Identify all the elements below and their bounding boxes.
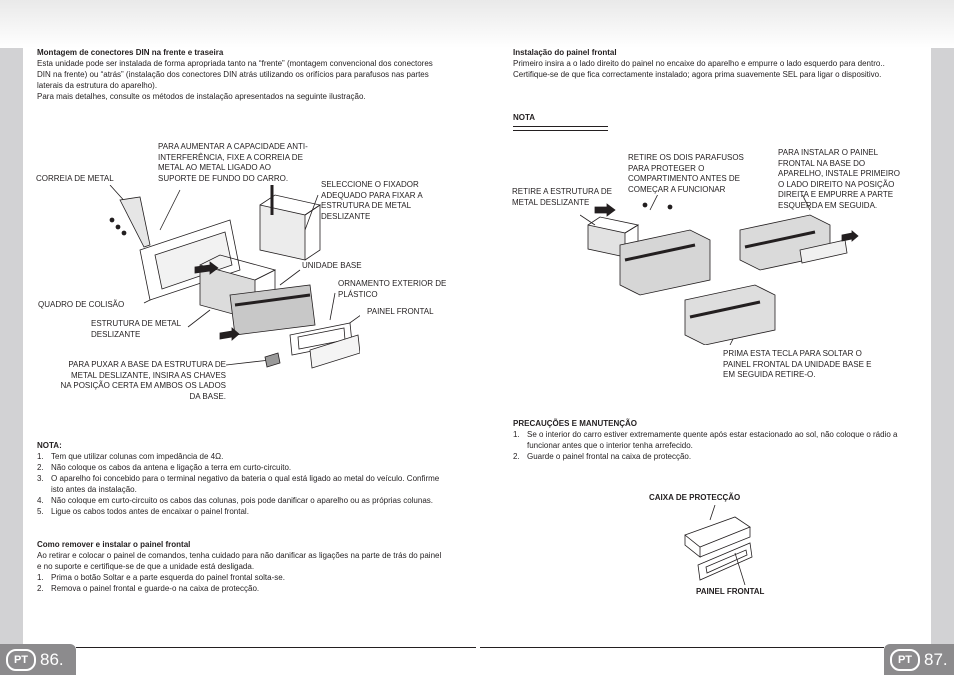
- list-item: 1. Tem que utilizar colunas com impedância de 4Ω.: [37, 452, 224, 461]
- installation-diagram: [100, 185, 360, 405]
- install-body: Primeiro insira a o lado direito do painel no encaixe do aparelho e empurre o lado esquerdo para dentro.. Certifique-se de que fica correctamente instalado; agora prima suavemente SEL para ligar o dispositivo.: [513, 59, 885, 79]
- mounting-body-2: Para mais detalhes, consulte os métodos de instalação apresentados na seguinte ilustração.: [37, 92, 366, 101]
- list-item: 1. Prima o botão Soltar e a parte esquerda do painel frontal solta-se.: [37, 573, 285, 582]
- right-margin-band: [931, 48, 954, 675]
- label-remove-frame: RETIRE A ESTRUTURA DE METAL DESLIZANTE: [512, 187, 613, 207]
- nota-underline: [513, 126, 608, 131]
- install-section: [513, 47, 923, 80]
- note-list: [37, 451, 443, 517]
- label-metal-strap: CORREIA DE METAL: [36, 174, 114, 183]
- label-front-panel-right: PAINEL FRONTAL: [696, 587, 765, 596]
- label-install-panel: PARA INSTALAR O PAINEL FRONTAL NA BASE DO APARELHO, INSTALE PRIMEIRO O LADO DIREITO NA POSIÇÃO DIREITA E EMPURRE A PARTE ESQUERDA EM SEGUIDA.: [778, 148, 900, 210]
- label-sliding-frame: ESTRUTURA DE METAL DESLIZANTE: [91, 319, 181, 339]
- remove-title: Como remover e instalar o painel frontal: [37, 540, 191, 549]
- list-item: 5. Ligue os cabos todos antes de encaixar o painel frontal.: [37, 507, 249, 516]
- care-section: [513, 429, 923, 462]
- label-release-key: PRIMA ESTA TECLA PARA SOLTAR O PAINEL FRONTAL DA UNIDADE BASE E EM SEGUIDA RETIRE-O.: [723, 349, 872, 379]
- label-plastic-ornament: ORNAMENTO EXTERIOR DE PLÁSTICO: [338, 279, 447, 299]
- label-front-panel-left: PAINEL FRONTAL: [367, 307, 434, 316]
- remove-section: [37, 539, 443, 594]
- list-item: 2. Guarde o painel frontal na caixa de protecção.: [513, 452, 692, 461]
- label-keys: PARA PUXAR A BASE DA ESTRUTURA DE METAL DESLIZANTE, INSIRA AS CHAVES NA POSIÇÃO CERTA EM AMBOS OS LADOS DA BASE.: [60, 360, 226, 401]
- remove-list: [37, 572, 443, 594]
- page-number: 86.: [40, 649, 64, 669]
- list-item: 2. Remova o painel frontal e guarde-o na caixa de protecção.: [37, 584, 260, 593]
- care-title: PRECAUÇÕES E MANUTENÇÃO: [513, 419, 638, 428]
- label-screws: RETIRE OS DOIS PARAFUSOS PARA PROTEGER O COMPARTIMENTO ANTES DE COMEÇAR A FUNCIONAR: [628, 153, 744, 194]
- mounting-body: Esta unidade pode ser instalada de forma apropriada tanto na “frente” (montagem convencional dos conectores DIN na frente) ou “atrás” (instalação dos conectores DIN atrás utilizando os orifícios para parafusos nas partes laterais da estrutura do aparelho).: [37, 59, 433, 90]
- top-gradient-band: [0, 0, 954, 48]
- language-badge: PT: [6, 649, 36, 671]
- label-collision-frame: QUADRO DE COLISÃO: [38, 300, 125, 309]
- note-section: [37, 440, 443, 517]
- label-anti-interference: PARA AUMENTAR A CAPACIDADE ANTI-INTERFERÊNCIA, FIXE A CORREIA DE METAL AO METAL LIGADO AO SUPORTE DE FUNDO DO CARRO.: [158, 142, 308, 183]
- install-title: Instalação do painel frontal: [513, 48, 617, 57]
- left-margin-band: [0, 48, 23, 675]
- removal-diagram: [580, 195, 910, 345]
- list-item: 2. Não coloque os cabos da antena e ligação a terra em curto-circuito.: [37, 463, 292, 472]
- list-item: 4. Não coloque em curto-circuito os cabos das colunas, pois pode danificar o aparelho ou as próprias colunas.: [37, 496, 433, 505]
- care-list: [513, 429, 923, 462]
- label-base-unit: UNIDADE BASE: [302, 261, 362, 270]
- list-item: 3. O aparelho foi concebido para o terminal negativo da bateria o qual está ligado ao metal do veículo. Confirme isto antes da instalação.: [37, 474, 440, 494]
- mounting-title: Montagem de conectores DIN na frente e traseira: [37, 48, 224, 57]
- label-fixer: SELECCIONE O FIXADOR ADEQUADO PARA FIXAR A ESTRUTURA DE METAL DESLIZANTE: [321, 180, 423, 221]
- bottom-rule-left: [76, 647, 476, 648]
- nota-heading: NOTA: [513, 113, 536, 122]
- page-number: 87.: [924, 649, 948, 669]
- bottom-rule-right: [480, 647, 884, 648]
- remove-body: Ao retirar e colocar o painel de comandos, tenha cuidado para não danificar as ligações na parte de trás do painel e no suporte e certifique-se de que a unidade está desligada.: [37, 551, 442, 571]
- page-number-right: [884, 644, 954, 675]
- protection-case-diagram: [680, 505, 770, 585]
- mounting-section: [37, 47, 443, 102]
- language-badge: PT: [890, 649, 920, 671]
- note-title: NOTA:: [37, 441, 62, 450]
- label-protection-case: CAIXA DE PROTECÇÃO: [649, 493, 741, 502]
- page-number-left: [0, 644, 76, 675]
- list-item: 1. Se o interior do carro estiver extremamente quente após estar estacionado ao sol, não coloque o rádio a funcionar antes que o interior tenha arrefecido.: [513, 430, 898, 450]
